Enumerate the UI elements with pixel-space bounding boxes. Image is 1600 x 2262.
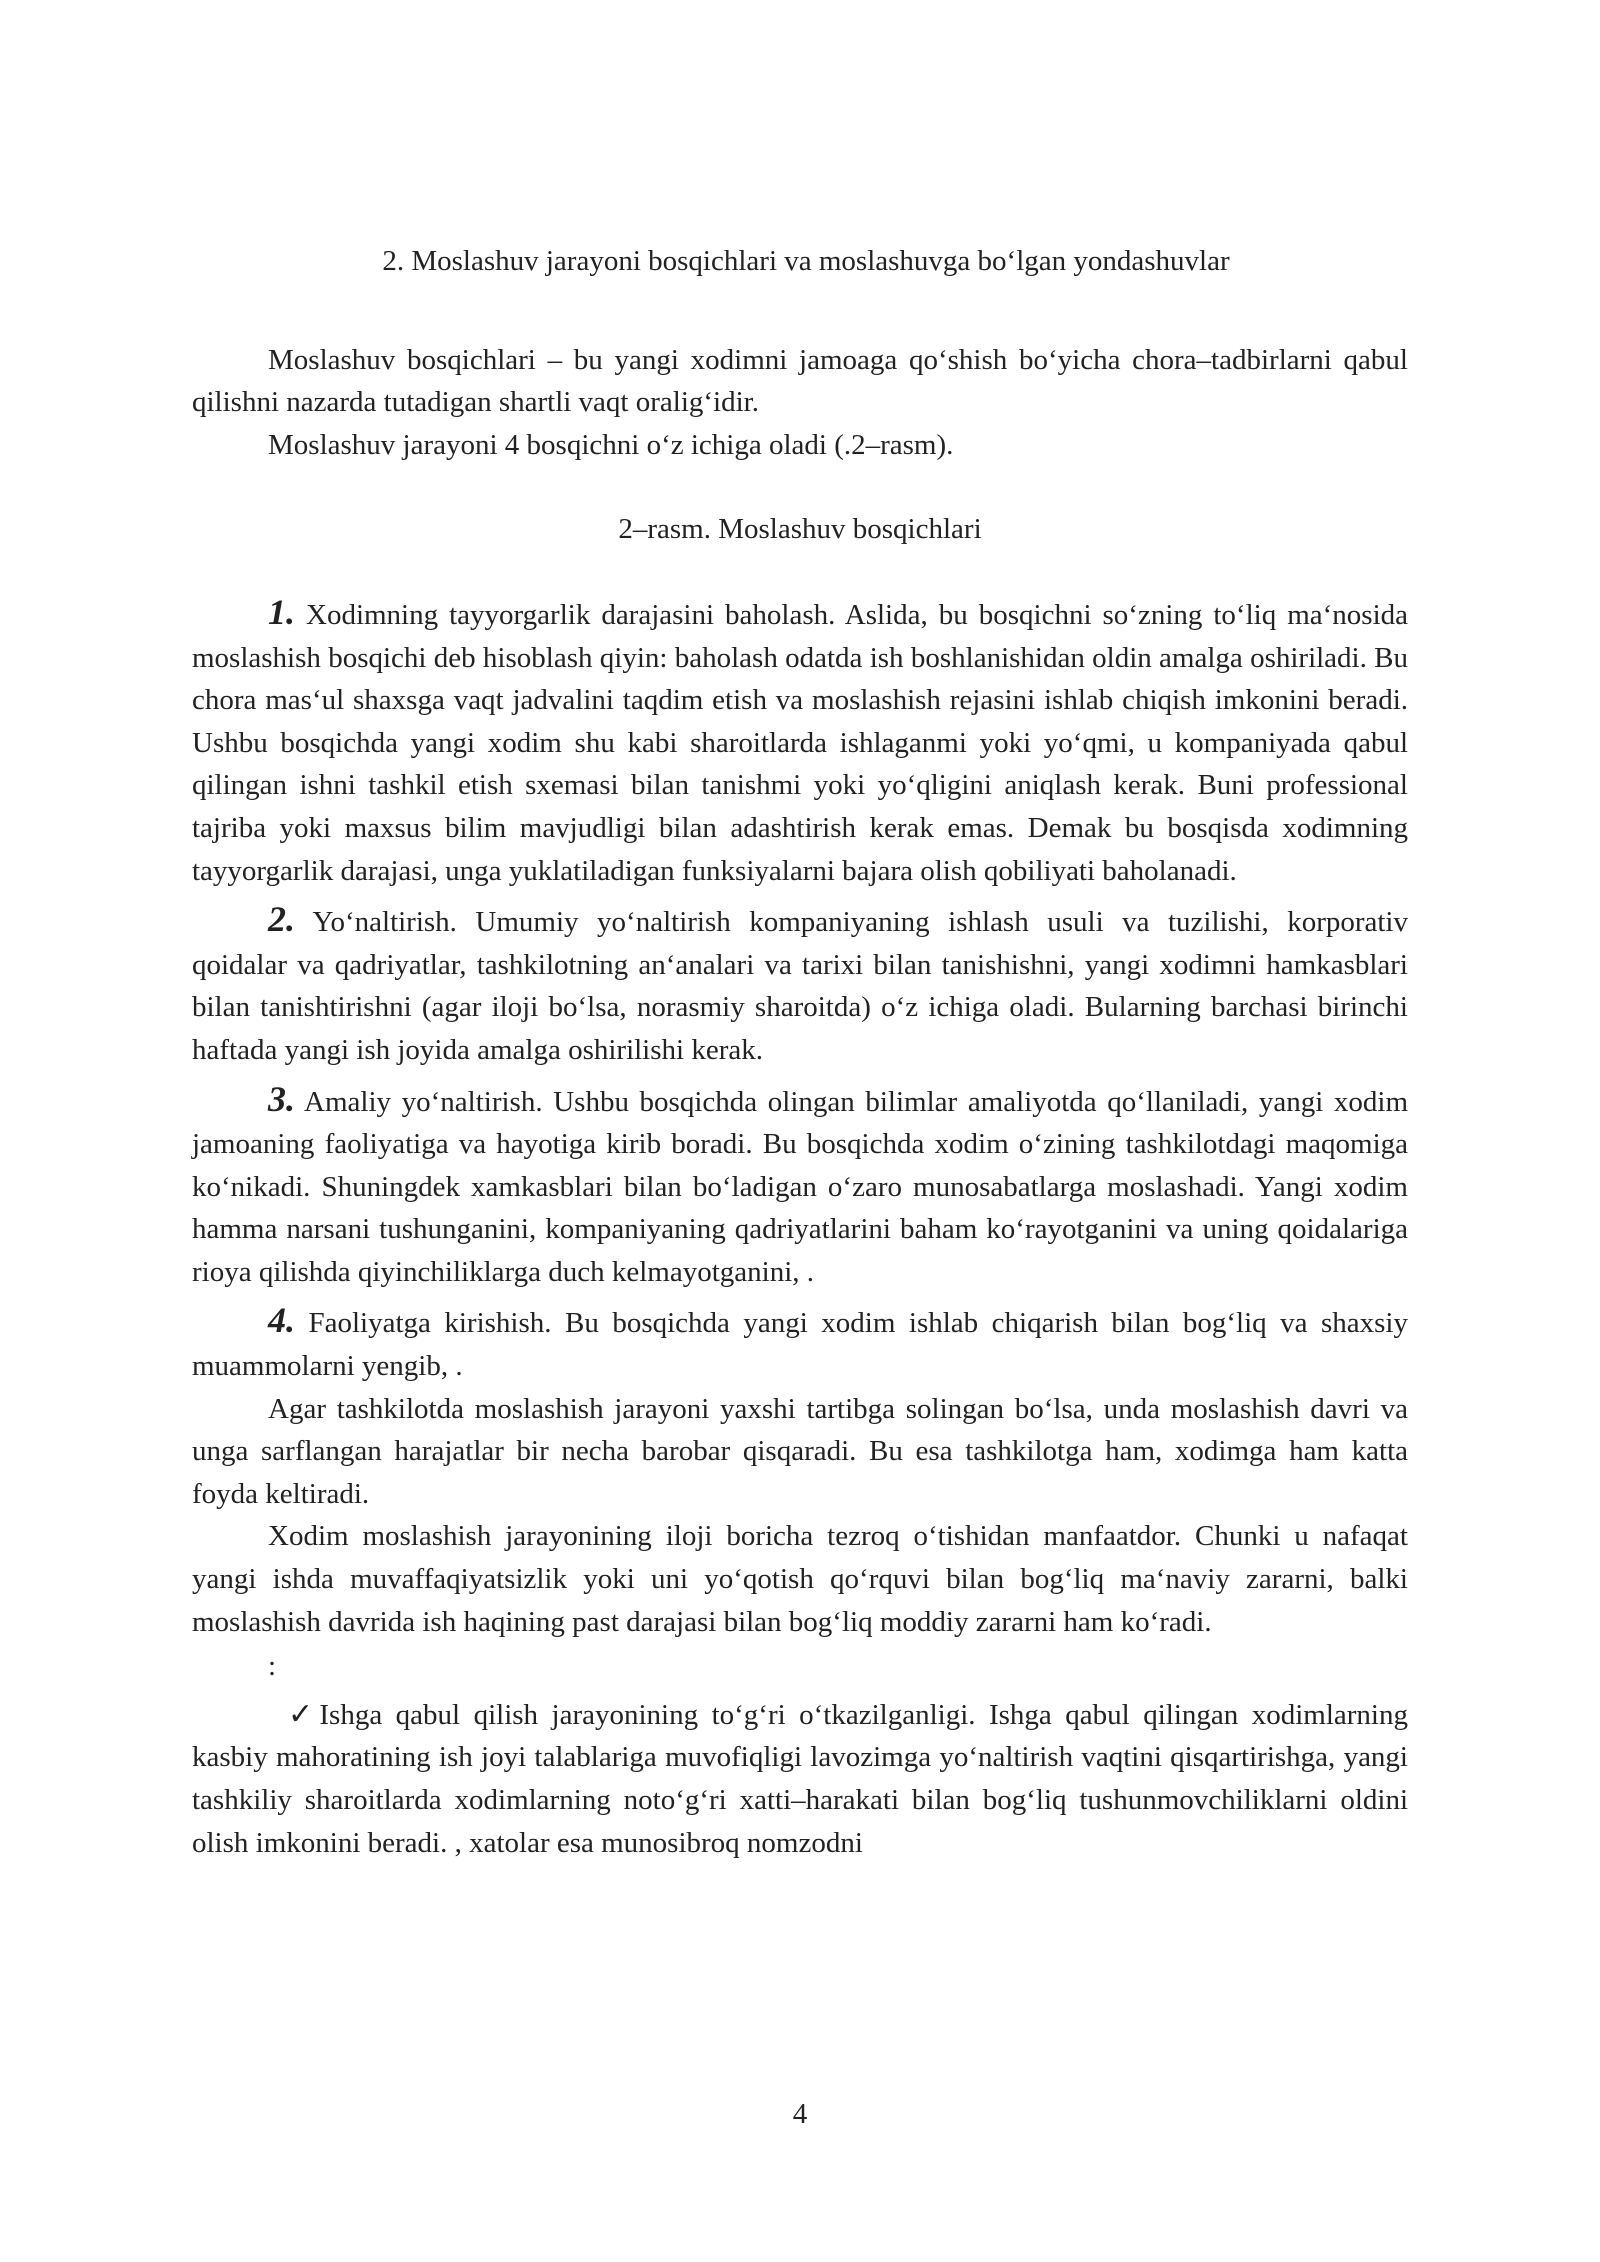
section-heading: 2. Moslashuv jarayoni bosqichlari va moslashuvga bo‘lgan yondashuvlar (382, 245, 1230, 277)
step-number: 1. (268, 591, 295, 632)
step-item-3 (192, 1078, 1408, 1294)
body-paragraph-2: Xodim moslashish jarayonining iloji boricha tezroq o‘tishidan manfaatdor. Chunki u nafaqat yangi ishda muvaffaqiyatsizlik yoki uni yo‘qotish qo‘rquvi bilan bog‘liq ma‘naviy zararni, balki moslashish davrida ish haqining past darajasi bilan bog‘liq moddiy zararni ham ko‘radi. (192, 1520, 1408, 1638)
body-paragraph-1: Agar tashkilotda moslashish jarayoni yaxshi tartibga solingan bo‘lsa, unda moslashish davri va unga sarflangan harajatlar bir necha barobar qisqaradi. Bu esa tashkilotga ham, xodimga ham katta foyda keltiradi. (192, 1392, 1408, 1510)
step-text: Xodimning tayyorgarlik darajasini baholash. Aslida, bu bosqichni so‘zning to‘liq ma‘nosida moslashish bosqichi deb hisoblash qiyin: baholash odatda ish boshlanishidan oldin amalga oshiriladi. Bu chora mas‘ul shaxsga vaqt jadvalini taqdim etish va moslashish rejasini ishlab chiqish imkonini beradi. Ushbu bosqichda yangi xodim shu kabi sharoitlarda ishlaganmi yoki yo‘qmi, u kompaniyada qabul qilingan ishni tashkil etish sxemasi bilan tanishmi yoki yo‘qligini aniqlash kerak. Buni professional tajriba yoki maxsus bilim mavjudligi bilan adashtirish kerak emas. Demak bu bosqisda xodimning tayyorgarlik darajasi, unga yuklatiladigan funksiyalarni bajara olish qobiliyati baholanadi. (192, 598, 1408, 887)
step-number: 2. (268, 899, 295, 940)
step-number: 3. (268, 1078, 295, 1119)
checklist-item (192, 1694, 1408, 1864)
step-item-1 (192, 591, 1408, 892)
page-number: 4 (792, 2098, 808, 2130)
intro-paragraph-1: Moslashuv bosqichlari – bu yangi xodimni jamoaga qo‘shish bo‘yicha chora–tadbirlarni qabul qilishni nazarda tutadigan shartli vaqt oralig‘idir. (192, 343, 1408, 419)
step-text: Faoliyatga kirishish. Bu bosqichda yangi xodim ishlab chiqarish bilan bog‘liq va shaxsiy muammolarni yengib, . (192, 1307, 1408, 1383)
step-item-2 (192, 898, 1408, 1071)
step-text: Amaliy yo‘naltirish. Ushbu bosqichda olingan bilimlar amaliyotda qo‘llaniladi, yangi xodim jamoaning faoliyatiga va hayotiga kirib boradi. Bu bosqichda xodim o‘zining tashkilotdagi maqomiga ko‘nikadi. Shuningdek xamkasblari bilan bo‘ladigan o‘zaro munosabatlarga moslashadi. Yangi xodim hamma narsani tushunganini, kompaniyaning qadriyatlarini baham ko‘rayotganini va uning qoidalariga rioya qilishda qiyinchiliklarga duch kelmayotganini, . (192, 1085, 1409, 1288)
checkmark-icon: ✓ (288, 1696, 320, 1732)
step-number: 4. (268, 1300, 295, 1341)
step-item-4 (192, 1299, 1408, 1387)
step-text: Yo‘naltirish. Umumiy yo‘naltirish kompaniyaning ishlash usuli va tuzilishi, korporativ qoidalar va qadriyatlar, tashkilotning an‘analari va tarixi bilan tanishishni, yangi xodimni hamkasblari bilan tanishtirishni (agar iloji bo‘lsa, norasmiy sharoitda) o‘z ichiga oladi. Bularning barchasi birinchi haftada yangi ish joyida amalga oshirilishi kerak. (192, 906, 1408, 1066)
figure-caption: 2–rasm. Moslashuv bosqichlari (618, 513, 982, 546)
intro-paragraph-2: Moslashuv jarayoni 4 bosqichni o‘z ichiga oladi (.2–rasm). (268, 428, 954, 461)
checklist-text: Ishga qabul qilish jarayonining to‘g‘ri o‘tkazilganligi. Ishga qabul qilingan xodimlarning kasbiy mahoratining ish joyi talablariga muvofiqligi lavozimga yo‘naltirish vaqtini qisqartirishga, yangi tashkiliy sharoitlarda xodimlarning noto‘g‘ri xatti–harakati bilan bog‘liq tushunmovchiliklarni oldini olish imkonini beradi. , xatolar esa munosibroq nomzodni (192, 1698, 1408, 1859)
colon-line: : (268, 1650, 277, 1683)
page-content (192, 240, 1408, 1864)
